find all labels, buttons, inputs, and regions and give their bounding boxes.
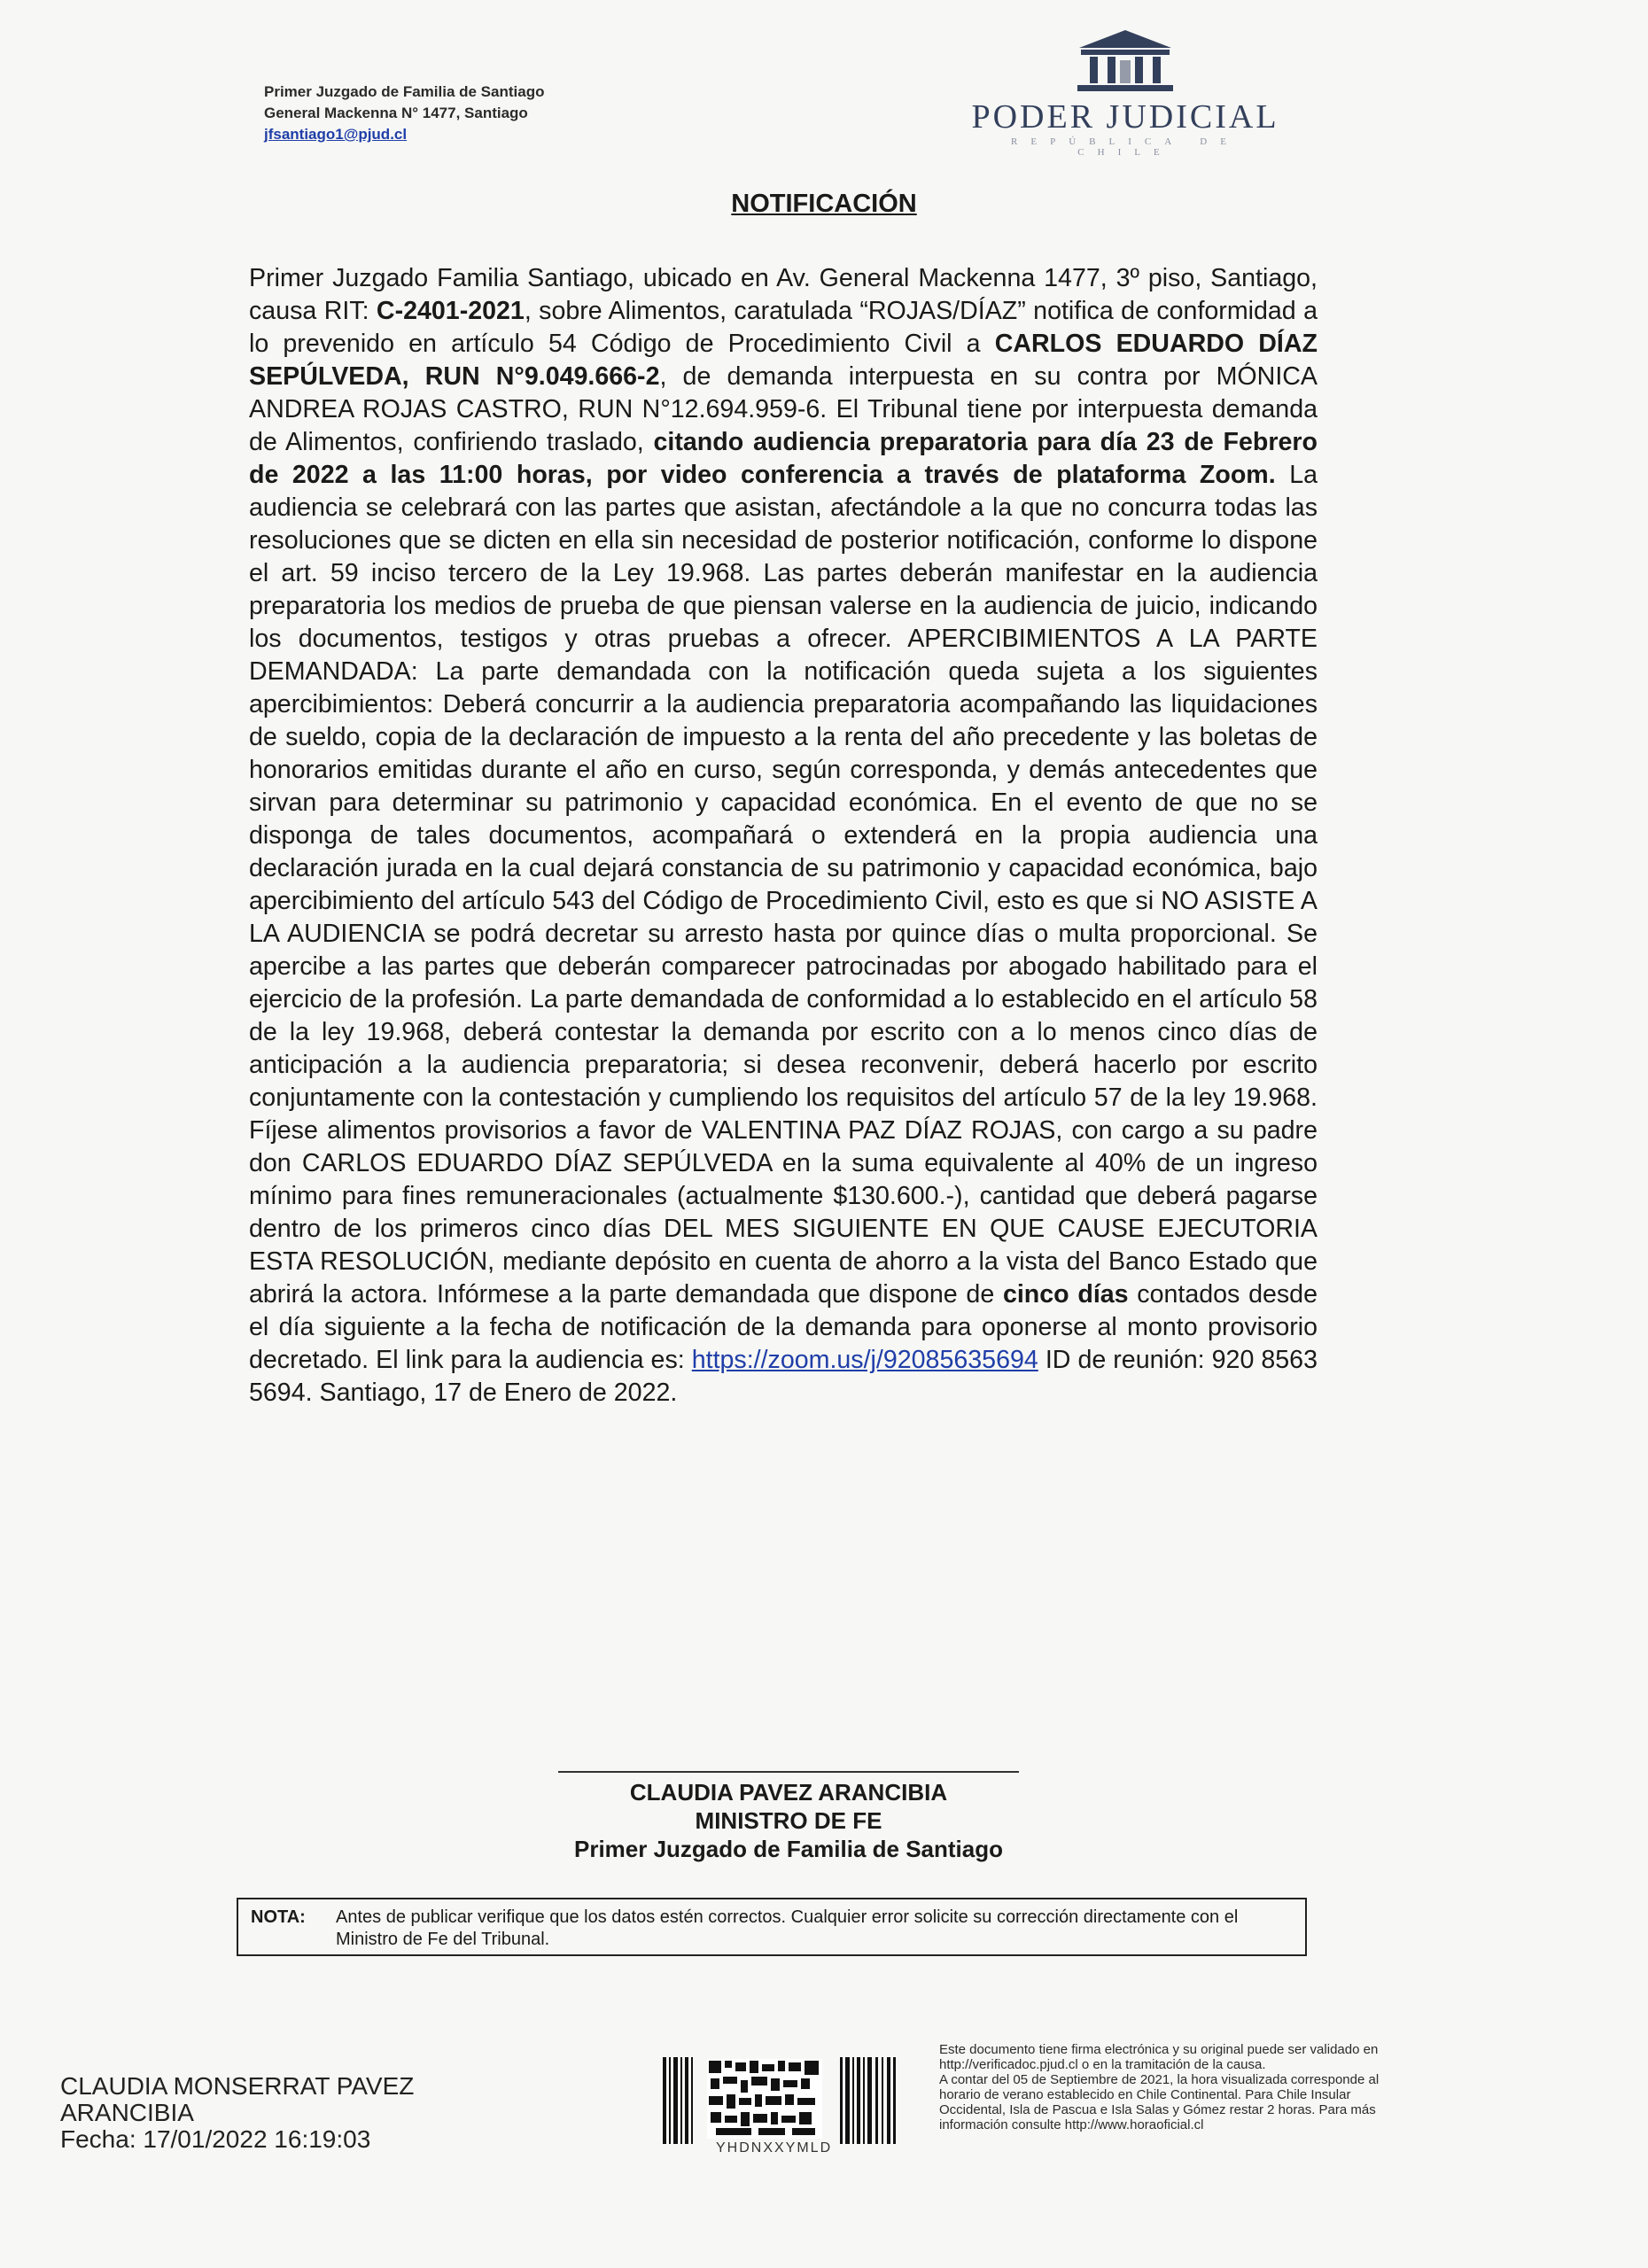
body-text-segment: Primer Juzgado Familia Santiago, ubicado en Av. General Mackenna 1477, 3º piso, Santiago, causa RIT:	[249, 264, 1318, 325]
body-text-segment: ID de reunión: 920 8563 5694. Santiago, 17 de Enero de 2022.	[249, 1346, 1318, 1407]
courthouse-icon	[1072, 28, 1178, 96]
electronic-signer	[60, 2073, 521, 2153]
court-header	[264, 82, 544, 145]
signer-date: Fecha: 17/01/2022 16:19:03	[60, 2125, 371, 2153]
verification-barcode	[663, 2057, 898, 2144]
verify-line: A contar del 05 de Septiembre de 2021, la hora visualizada corresponde al	[939, 2072, 1380, 2087]
signature-block	[558, 1771, 1019, 1863]
zoom-link[interactable]: https://zoom.us/j/92085635694	[691, 1346, 1038, 1374]
hearing-summons: citando audiencia preparatoria para día 23 de Febrero de 2022 a las 11:00 horas, por video conferencia a través de plataforma Zoom.	[249, 428, 1318, 489]
document-title: NOTIFICACIÓN	[731, 190, 917, 218]
verify-line: información consulte http://www.horaoficial.cl	[939, 2117, 1204, 2132]
body-text-segment: La audiencia se celebrará con las partes que asistan, afectándole a la que no concurra todas las resoluciones que se dicten en ella sin necesidad de posterior notificación, conforme lo dispone el art. 59 inciso tercero de la Ley 19.968. Las partes deberán manifestar en la audiencia preparatoria los medios de prueba de que piensan valerse en la audiencia de juicio, indicando los documentos, testigos y otras pruebas a ofrecer. APERCIBIMIENTOS A LA PARTE DEMANDADA: La parte demandada con la notificación queda sujeta a los siguientes apercibimientos: Deberá concurrir a la audiencia preparatoria acompañando las liquidaciones de sueldo, copia de la declaración de impuesto a la renta del año precedente y las boletas de honorarios emitidas durante el año en curso, según corresponda, y demás antecedentes que sirvan para determinar su patrimonio y capacidad económica. En el evento de que no se disponga de tales documentos, acompañará o extenderá en la propia audiencia una declaración jurada en la cual dejará constancia de su patrimonio y capacidad económica, bajo apercibimiento del artículo 543 del Código de Procedimiento Civil, esto es que si NO ASISTE A LA AUDIENCIA se podrá decretar su arresto hasta por quince días o multa proporcional. Se apercibe a las partes que deberán comparecer patrocinadas por abogado habilitado para el ejercicio de la profesión. La parte demandada de conformidad a lo establecido en el artículo 58 de la ley 19.968, deberá contestar la demanda por escrito con a lo menos cinco días de anticipación a la audiencia preparatoria; si desea reconvenir, deberá hacerlo por escrito conjuntamente con la contestación y cumpliendo los requisitos del artículo 57 de la ley 19.968. Fíjese alimentos provisorios a favor de VALENTINA PAZ DÍAZ ROJAS, con cargo a su padre don CARLOS EDUARDO DÍAZ SEPÚLVEDA en la suma equivalente al 40% de un ingreso mínimo para fines remuneracionales (actualmente $130.600.-), cantidad que deberá pagarse dentro de los primeros cinco días DEL MES SIGUIENTE EN QUE CAUSE EJECUTORIA ESTA RESOLUCIÓN, mediante depósito en cuenta de ahorro a la vista del Banco Estado que abrirá la actora. Infórmese a la parte demandada que dispone de	[249, 461, 1318, 1309]
logo-name: PODER JUDICIAL	[971, 98, 1279, 136]
signer-name-line1: CLAUDIA MONSERRAT PAVEZ	[60, 2072, 415, 2100]
note-box	[237, 1898, 1307, 1956]
barcode-code: YHDNXXYMLD	[716, 2140, 833, 2155]
verify-line: Este documento tiene firma electrónica y su original puede ser validado en	[939, 2042, 1379, 2057]
court-email-link[interactable]: jfsantiago1@pjud.cl	[264, 126, 408, 143]
signatory-court: Primer Juzgado de Familia de Santiago	[573, 1836, 1003, 1862]
deadline-days: cinco días	[1002, 1280, 1129, 1309]
logo-subtitle: REPÚBLICA DE CHILE	[1011, 136, 1240, 158]
notification-body	[249, 262, 1318, 1410]
poder-judicial-logo	[957, 28, 1294, 158]
verification-notice	[939, 2042, 1506, 2132]
note-label: NOTA:	[251, 1907, 306, 1927]
case-number: C-2401-2021	[376, 297, 525, 325]
defendant-name: CARLOS EDUARDO DÍAZ SEPÚLVEDA, RUN N°9.049.666-2	[249, 330, 1318, 391]
body-text-segment: , sobre Alimentos, caratulada “ROJAS/DÍAZ” notifica de conformidad a lo prevenido en artículo 54 Código de Procedimiento Civil a	[249, 297, 1318, 358]
signatory-role: MINISTRO DE FE	[695, 1807, 882, 1834]
verify-line: horario de verano establecido en Chile Continental. Para Chile Insular	[939, 2087, 1351, 2102]
verify-line: http://verificadoc.pjud.cl o en la tramitación de la causa.	[939, 2057, 1266, 2072]
verify-line: Occidental, Isla de Pascua e Isla Salas y Gómez restar 2 horas. Para más	[939, 2102, 1376, 2117]
signatory-name: CLAUDIA PAVEZ ARANCIBIA	[629, 1779, 948, 1806]
court-address: General Mackenna N° 1477, Santiago	[264, 105, 528, 121]
note-text: Antes de publicar verifique que los datos estén correctos. Cualquier error solicite su corrección directamente con el Ministro de Fe del Tribunal.	[336, 1907, 1239, 1949]
body-text-segment: contados desde el día siguiente a la fecha de notificación de la demanda para oponerse al monto provisorio decretado. El link para la audiencia es:	[249, 1280, 1318, 1374]
signature-line	[558, 1771, 1019, 1773]
court-name: Primer Juzgado de Familia de Santiago	[264, 83, 545, 100]
signer-name-line2: ARANCIBIA	[60, 2099, 194, 2126]
body-text-segment: , de demanda interpuesta en su contra por MÓNICA ANDREA ROJAS CASTRO, RUN N°12.694.959-6. El Tribunal tiene por interpuesta demanda de Alimentos, confiriendo traslado,	[249, 362, 1318, 456]
